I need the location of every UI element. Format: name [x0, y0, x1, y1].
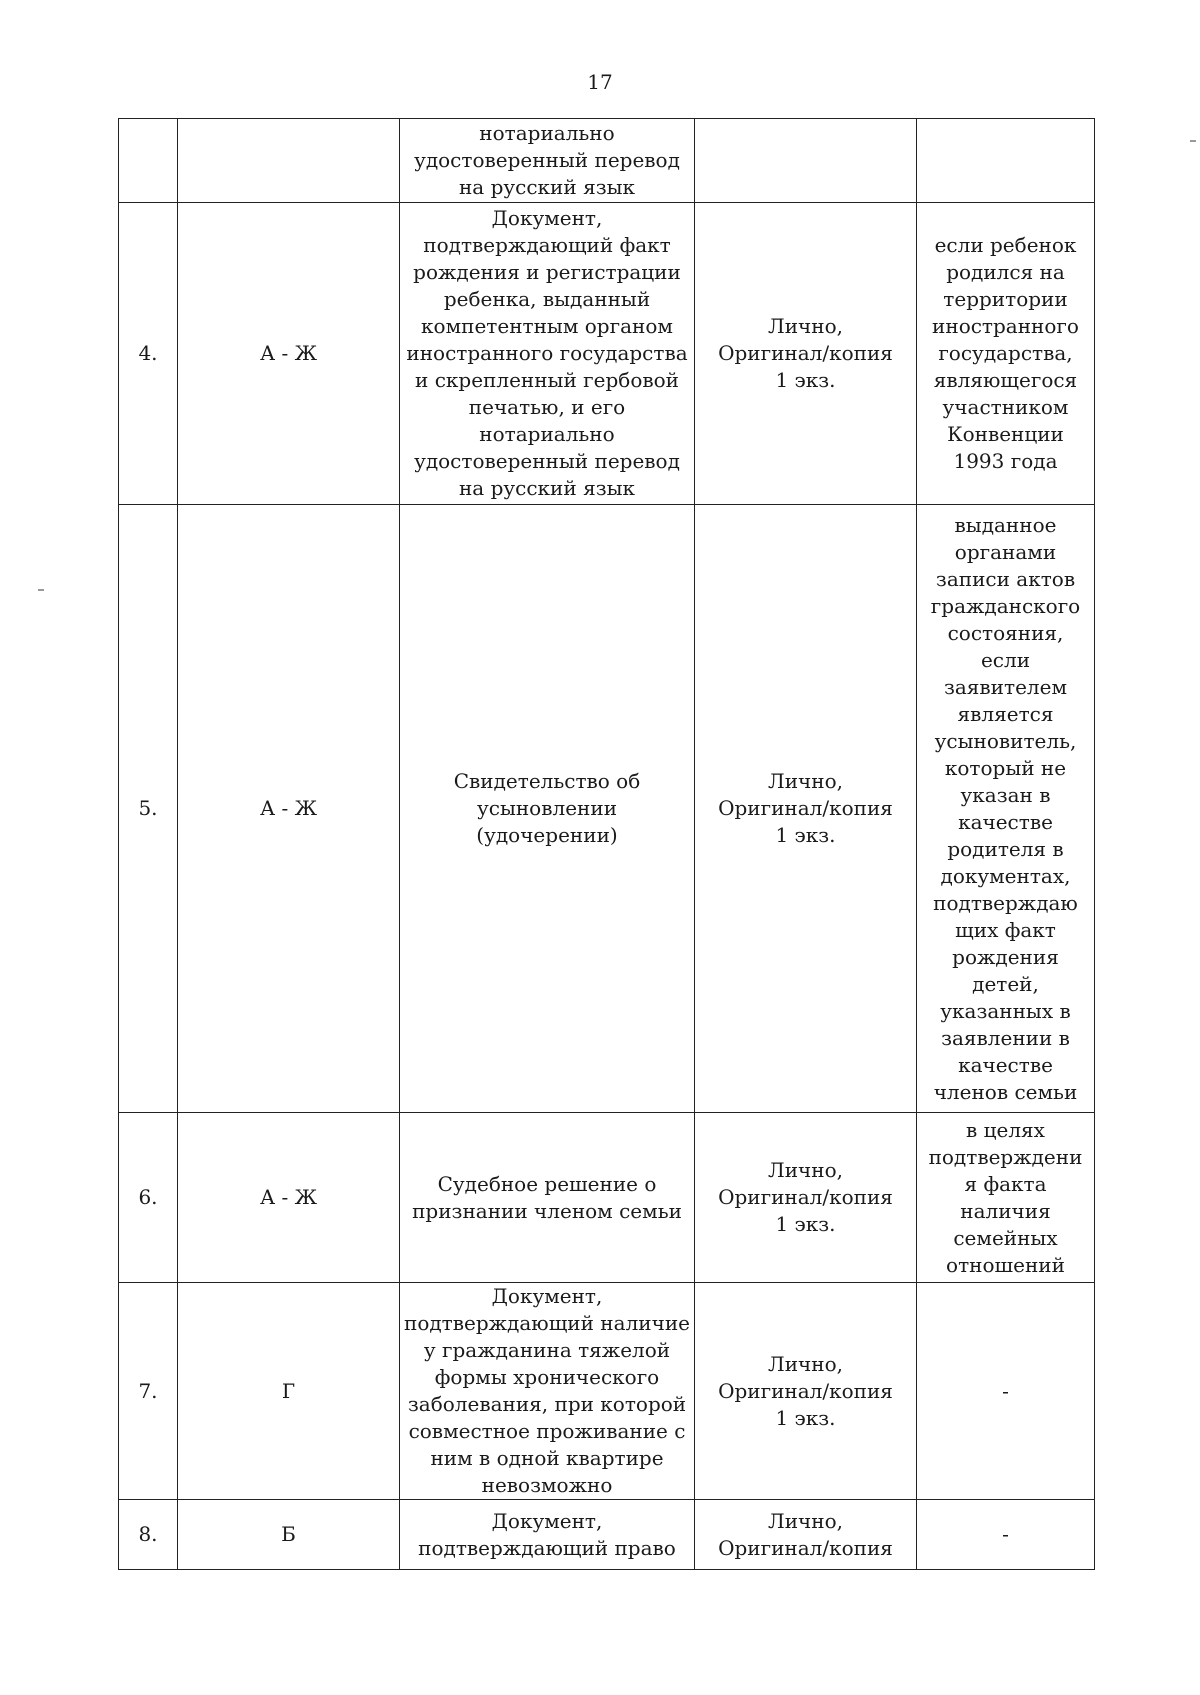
scan-mark — [38, 589, 44, 591]
table-row — [119, 1113, 1095, 1283]
category-cell — [178, 119, 400, 203]
submission-cell: Лично, Оригинал/копия 1 экз. — [695, 505, 917, 1113]
table-row — [119, 1500, 1095, 1570]
document-cell: Документ, подтверждающий наличие у гражданина тяжелой формы хронического заболевания, при которой совместное проживание с ним в одной квартире невозможно — [400, 1283, 695, 1500]
note-cell: если ребенок родился на территории иностранного государства, являющегося участником Конвенции 1993 года — [917, 203, 1095, 505]
document-table — [118, 118, 1095, 1570]
document-cell: Документ, подтверждающий право — [400, 1500, 695, 1570]
page-number: 17 — [587, 70, 613, 94]
table-row — [119, 119, 1095, 203]
document-cell: Документ, подтверждающий факт рождения и регистрации ребенка, выданный компетентным органом иностранного государства и скрепленный гербовой печатью, и его нотариально удостоверенный перевод на русский язык — [400, 203, 695, 505]
document-cell: Судебное решение о признании членом семьи — [400, 1113, 695, 1283]
category-cell: А - Ж — [178, 203, 400, 505]
submission-cell: Лично, Оригинал/копия — [695, 1500, 917, 1570]
table-row — [119, 1283, 1095, 1500]
category-cell: А - Ж — [178, 505, 400, 1113]
category-cell: Б — [178, 1500, 400, 1570]
note-cell: выданное органами записи актов гражданского состояния, если заявителем является усыновитель, который не указан в качестве родителя в документах, подтверждаю щих факт рождения детей, указанных в заявлении в качестве членов семьи — [917, 505, 1095, 1113]
category-cell: А - Ж — [178, 1113, 400, 1283]
document-cell: Свидетельство об усыновлении (удочерении) — [400, 505, 695, 1113]
note-cell: - — [917, 1283, 1095, 1500]
category-cell: Г — [178, 1283, 400, 1500]
row-number-cell — [119, 119, 178, 203]
submission-cell — [695, 119, 917, 203]
scan-mark — [1190, 140, 1196, 142]
table-row — [119, 505, 1095, 1113]
table-row — [119, 203, 1095, 505]
row-number-cell: 4. — [119, 203, 178, 505]
row-number-cell: 6. — [119, 1113, 178, 1283]
row-number-cell: 8. — [119, 1500, 178, 1570]
row-number-cell: 5. — [119, 505, 178, 1113]
submission-cell: Лично, Оригинал/копия 1 экз. — [695, 1113, 917, 1283]
document-cell: нотариально удостоверенный перевод на русский язык — [400, 119, 695, 203]
note-cell — [917, 119, 1095, 203]
row-number-cell: 7. — [119, 1283, 178, 1500]
submission-cell: Лично, Оригинал/копия 1 экз. — [695, 203, 917, 505]
submission-cell: Лично, Оригинал/копия 1 экз. — [695, 1283, 917, 1500]
note-cell: в целях подтверждени я факта наличия семейных отношений — [917, 1113, 1095, 1283]
note-cell: - — [917, 1500, 1095, 1570]
